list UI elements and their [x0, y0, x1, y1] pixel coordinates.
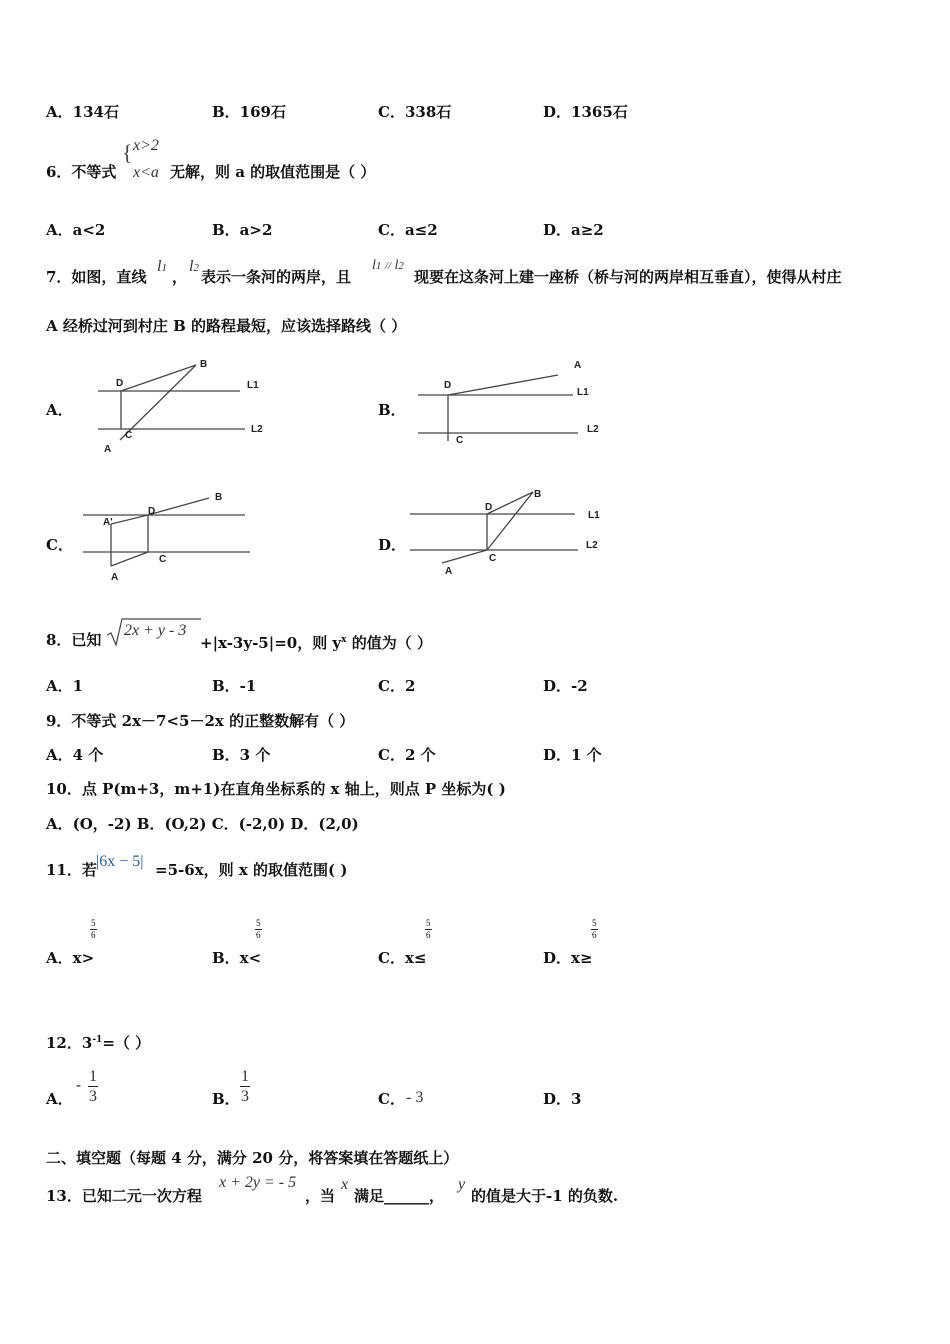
q6-option-d: D．a≥2	[543, 221, 604, 239]
q8-option-d: D．-2	[543, 677, 588, 695]
q10-options: A．(O，-2) B．(O,2) C．(-2,0) D．(2,0)	[46, 815, 359, 833]
q11-fraction-b: $\frac{5}{6}$	[256, 918, 261, 940]
q7-option-a: A．	[46, 401, 73, 419]
q12-fraction-b: $\frac{1}{3}$	[241, 1068, 249, 1105]
brace-icon: {	[122, 140, 133, 165]
q7-text-line2: A 经桥过河到村庄 B 的路程最短，应该选择路线（ ）	[46, 317, 407, 335]
svg-text:L1: L1	[588, 510, 600, 521]
svg-text:A: A	[445, 566, 453, 577]
q6-number: 6．不等式	[46, 163, 117, 181]
q11-option-c: C．x≤	[378, 949, 427, 967]
svg-text:D: D	[444, 380, 452, 391]
svg-text:A: A	[111, 572, 119, 583]
q13-number: 13．已知二元一次方程	[46, 1187, 202, 1205]
q11-abs-expression: |6x − 5|	[96, 853, 144, 870]
q11-fraction-c: $\frac{5}{6}$	[426, 918, 431, 940]
q6-text: 无解，则 a 的取值范围是（ ）	[170, 163, 376, 181]
svg-text:C: C	[159, 554, 167, 565]
svg-text:D: D	[485, 502, 493, 513]
q13-text-1: ，当	[305, 1187, 336, 1205]
q13-text-3: 的值是大于-1 的负数.	[471, 1187, 619, 1205]
q7-option-d: D．	[378, 536, 407, 554]
svg-text:B: B	[534, 489, 542, 500]
q8-text: +|x-3y-5|=0，则 $y^x$ 的值为（ ）	[200, 634, 432, 652]
q7-diagram-d	[400, 484, 620, 584]
q12-option-d: D．3	[543, 1090, 582, 1108]
section-title: 二、填空题（每题 4 分，满分 20 分，将答案填在答题纸上）	[46, 1149, 459, 1167]
q13-var-x: x	[341, 1176, 349, 1193]
q12-text: 12．$3^{-1}=$（ ）	[46, 1034, 151, 1052]
q7-diagram-b	[410, 355, 610, 450]
q9-option-c: C．2 个	[378, 746, 436, 764]
q7-l1: l1	[157, 258, 167, 275]
q9-text: 9．不等式 2x－7<5－2x 的正整数解有（ ）	[46, 712, 355, 730]
q7-text-a: 7．如图，直线	[46, 268, 147, 286]
q8-option-c: C．2	[378, 677, 416, 695]
q11-fraction-a: $\frac{5}{6}$	[91, 918, 96, 940]
q7-diagram-c	[75, 488, 275, 588]
svg-text:A: A	[104, 444, 112, 455]
svg-text:C: C	[456, 435, 464, 446]
q8-option-b: B．-1	[212, 677, 257, 695]
q11-option-b: B．x<	[212, 949, 262, 967]
svg-text:L2: L2	[586, 540, 598, 551]
q7-comma: ，	[172, 268, 188, 286]
q5-option-c: C．338石	[378, 103, 452, 121]
q5-option-b: B．169石	[212, 103, 286, 121]
svg-text:L1: L1	[577, 387, 589, 398]
q6-system-line2: x<a	[133, 164, 159, 181]
svg-text:A': A'	[103, 517, 113, 528]
svg-text:A: A	[574, 360, 582, 371]
q11-option-d: D．x≥	[543, 949, 593, 967]
q8-radicand: 2x + y - 3	[124, 622, 187, 639]
svg-text:L2: L2	[587, 424, 599, 435]
q6-option-b: B．a>2	[212, 221, 273, 239]
q7-l2: l2	[189, 258, 199, 275]
q11-number: 11．若	[46, 861, 97, 879]
q12-option-a: A．	[46, 1090, 73, 1108]
q12-option-a-sign: -	[76, 1076, 82, 1094]
q10-text: 10．点 P(m+3，m+1)在直角坐标系的 x 轴上，则点 P 坐标为( )	[46, 780, 506, 798]
q8-number: 8．已知	[46, 631, 102, 649]
q8-option-a: A．1	[46, 677, 84, 695]
q6-system-line1: x>2	[133, 137, 159, 154]
q12-fraction-a: $\frac{1}{3}$	[89, 1068, 97, 1105]
q7-option-c: C．	[46, 536, 73, 554]
q12-option-c-value: - 3	[406, 1089, 424, 1106]
svg-text:C: C	[125, 430, 133, 441]
q6-option-a: A．a<2	[46, 221, 106, 239]
svg-text:D: D	[148, 506, 156, 517]
q7-text-c: 现要在这条河上建一座桥（桥与河的两岸相互垂直），使得从村庄	[414, 268, 842, 286]
q11-option-a: A．x>	[46, 949, 95, 967]
svg-text:L1: L1	[247, 380, 259, 391]
q5-option-a: A．134石	[46, 103, 119, 121]
q12-option-c: C．	[378, 1090, 405, 1108]
svg-text:D: D	[116, 378, 124, 389]
q7-parallel: l1 // l2	[372, 258, 404, 273]
svg-text:B: B	[200, 359, 208, 370]
q11-fraction-d: $\frac{5}{6}$	[592, 918, 597, 940]
q9-option-b: B．3 个	[212, 746, 271, 764]
q7-option-b: B．	[378, 401, 406, 419]
q13-equation: x + 2y = - 5	[219, 1174, 297, 1191]
q5-option-d: D．1365石	[543, 103, 628, 121]
q13-var-y: y	[458, 1176, 466, 1193]
q7-text-b: 表示一条河的两岸，且	[201, 268, 352, 286]
q12-option-b: B．	[212, 1090, 240, 1108]
svg-text:L2: L2	[251, 424, 263, 435]
q13-text-2: 满足______，	[354, 1187, 445, 1205]
q9-option-d: D．1 个	[543, 746, 602, 764]
svg-text:B: B	[215, 492, 223, 503]
q7-diagram-a	[90, 355, 280, 460]
svg-text:C: C	[489, 553, 497, 564]
q6-option-c: C．a≤2	[378, 221, 438, 239]
q9-option-a: A．4 个	[46, 746, 104, 764]
q11-text: =5-6x，则 x 的取值范围( )	[155, 861, 348, 879]
